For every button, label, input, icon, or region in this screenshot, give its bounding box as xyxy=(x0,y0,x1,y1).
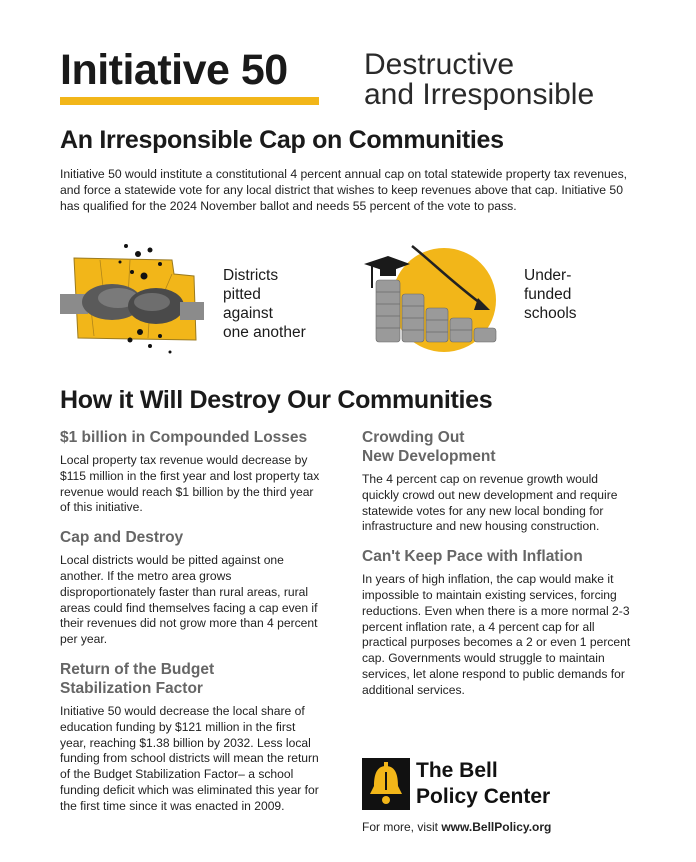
page-title: Initiative 50 xyxy=(60,46,288,94)
point-budget-stabilization xyxy=(60,660,322,815)
point-title: Cap and Destroy xyxy=(60,529,184,547)
point-title: Can't Keep Pace with Inflation xyxy=(362,548,583,566)
left-column xyxy=(60,428,322,827)
point-body: Local districts would be pitted against one another. If the metro area grows disproportionately faster than rural areas, rural areas could find themselves facing a cap even if their revenues did not grow more than 4 percent per year. xyxy=(60,553,318,647)
point-cap-and-destroy xyxy=(60,528,322,648)
title-underline xyxy=(60,97,319,105)
coins-illustration xyxy=(362,242,512,360)
intro-paragraph: Initiative 50 would institute a constitutional 4 percent annual cap on total statewide property tax revenues, and force a statewide vote for any local district that wishes to keep revenues above that cap. Initiative 50 has qualified for the 2024 November ballot and needs 55 percent of the vote to pass. xyxy=(60,167,628,213)
point-title: Return of the Budget Stabilization Factor xyxy=(60,660,215,697)
point-body: Initiative 50 would decrease the local share of education funding by $121 million in the first year, reaching $1.38 billion by 2032. Less local funding from school districts will mean the return of the Budget Stabilization Factor– a school funding deficit which was eliminated this year for the first time since it was enacted in 2009. xyxy=(60,703,319,813)
bell-policy-logo xyxy=(362,758,602,814)
point-title: Crowding Out New Development xyxy=(362,429,496,465)
point-crowding-out xyxy=(362,428,634,535)
point-compounded-losses xyxy=(60,428,322,516)
website-link[interactable]: www.BellPolicy.org xyxy=(441,820,552,834)
caption-schools: Under- funded schools xyxy=(524,267,577,322)
footer-more-info: For more, visit www.BellPolicy.org xyxy=(362,820,552,834)
boxing-gloves-illustration xyxy=(60,236,210,366)
point-title: $1 billion in Compounded Losses xyxy=(60,429,308,446)
section-heading-destroy: How it Will Destroy Our Communities xyxy=(60,386,493,414)
caption-districts: Districts pitted against one another xyxy=(223,267,306,341)
page-subtitle xyxy=(364,50,594,110)
right-column xyxy=(362,428,634,711)
subtitle-line-1: Destructive xyxy=(364,48,515,81)
point-body: The 4 percent cap on revenue growth would quickly crowd out new development and require statewide votes for any new local bonding for infrastructure and new housing construction. xyxy=(362,472,618,534)
bell-icon xyxy=(362,758,410,810)
subtitle-line-2: and Irresponsible xyxy=(364,78,595,111)
section-heading-cap: An Irresponsible Cap on Communities xyxy=(60,126,504,154)
point-body: In years of high inflation, the cap would make it impossible to maintain existing services, forcing reductions. Even when there is a more normal 2-3 percent inflation rate, a 4 percent cap for all practical purposes becomes a 2 or even 1 percent cap. Governments would struggle to maintain services, let alone respond to public demands for additional services. xyxy=(362,572,631,697)
point-inflation xyxy=(362,547,634,698)
point-body: Local property tax revenue would decrease by $115 million in the first year and lost property tax revenue would reach $1 billion by the third year of this initiative. xyxy=(60,453,320,515)
logo-wordmark: The Bell Policy Center xyxy=(416,759,551,808)
